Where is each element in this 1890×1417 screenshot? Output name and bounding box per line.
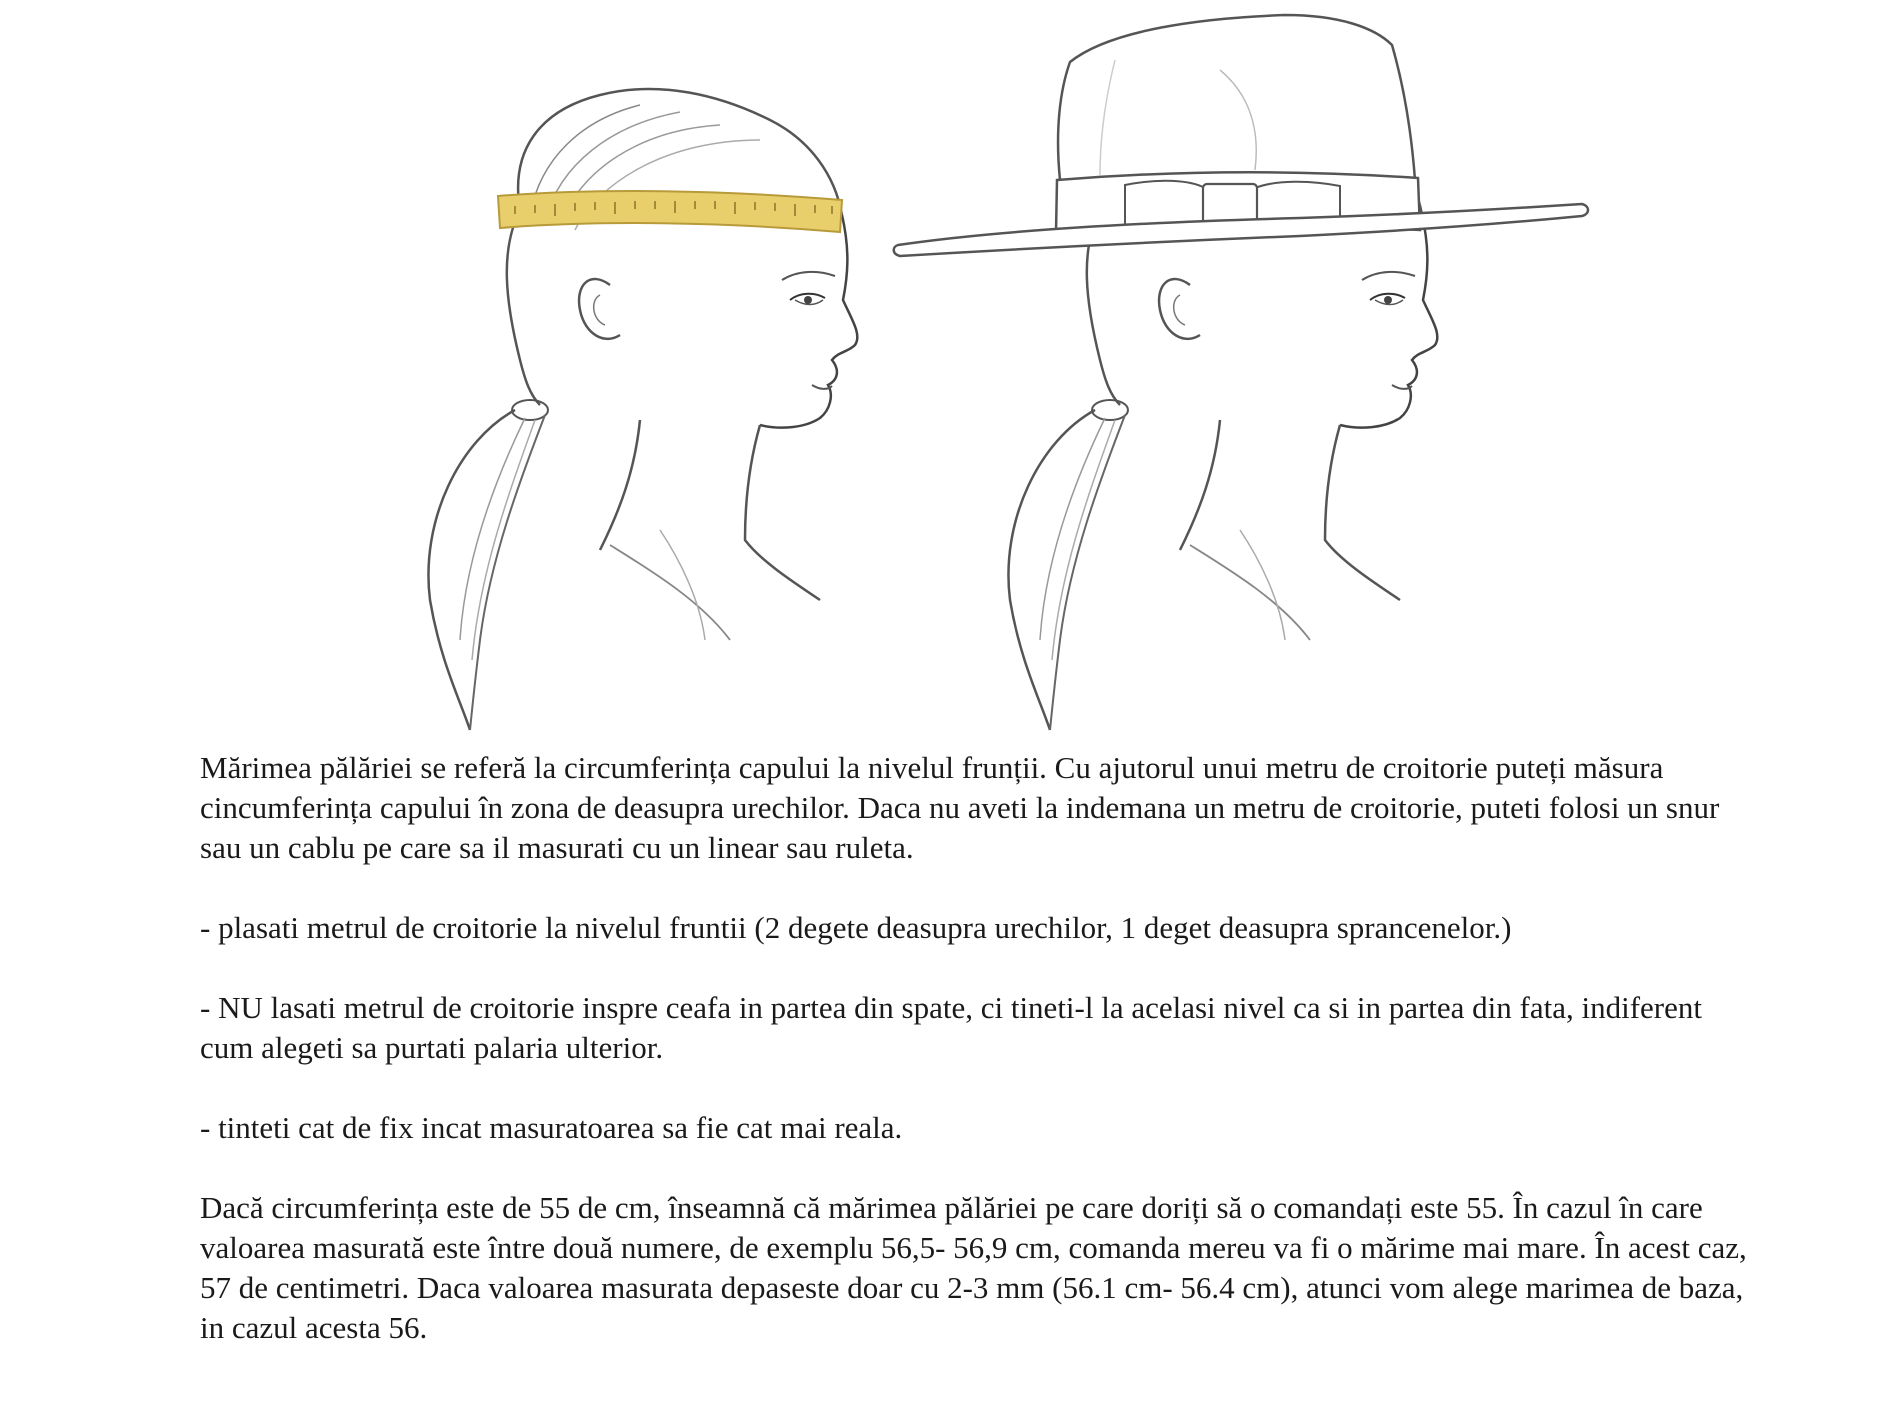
measuring-tape-icon: [498, 191, 842, 232]
fedora-hat-icon: [894, 15, 1588, 256]
step-3-paragraph: - tinteti cat de fix incat masuratoarea sa fie cat mai reala.: [200, 1110, 903, 1145]
step-2-paragraph: - NU lasati metrul de croitorie inspre ceafa in partea din spate, ci tineti-l la acelasi nivel ca si in partea din fata, indiferent cum alegeti sa purtati palaria ulterior.: [200, 990, 1703, 1065]
step-1-paragraph: - plasati metrul de croitorie la nivelul fruntii (2 degete deasupra urechilor, 1 deget deasupra sprancenelor.): [200, 910, 1512, 945]
sizing-instructions: [200, 748, 1760, 1348]
intro-paragraph: Mărimea pălăriei se referă la circumferința capului la nivelul frunții. Cu ajutorul unui metru de croitorie puteți măsura cincumferința capului în zona de deasupra urechilor. Daca nu aveti la indemana un metru de croitorie, puteti folosi un snur sau un cablu pe care sa il masurati cu un linear sau ruleta.: [200, 750, 1720, 865]
head-with-measuring-tape: [428, 89, 857, 730]
conclusion-paragraph: Dacă circumferința este de 55 de cm, înseamnă că mărimea pălăriei pe care doriți să o comandați este 55. În cazul în care valoarea masurată este între două numere, de exemplu 56,5- 56,9 cm, comanda mereu va fi o mărime mai mare. În acest caz, 57 de centimetri. Daca valoarea masurata depaseste doar cu 2-3 mm (56.1 cm- 56.4 cm), atunci vom alege marimea de baza, in cazul acesta 56.: [200, 1190, 1747, 1345]
head-with-fedora-hat: [894, 15, 1588, 730]
